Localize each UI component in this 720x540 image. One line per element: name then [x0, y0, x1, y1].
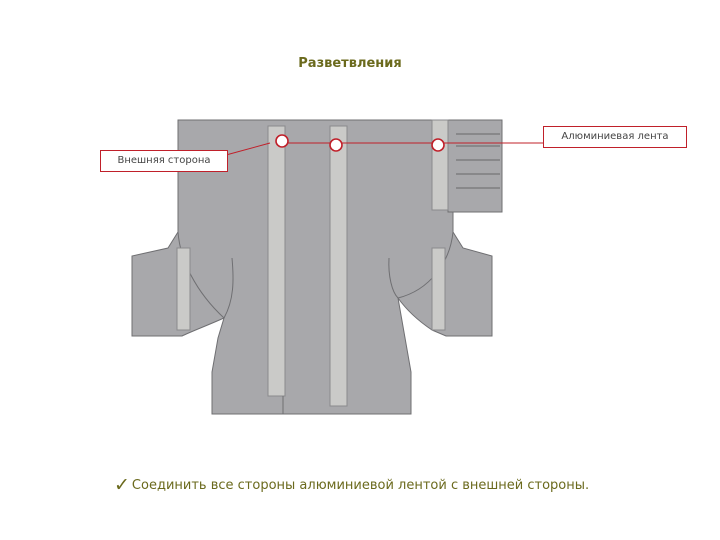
- outer-side-callout: Внешняя сторона: [100, 150, 228, 172]
- tape-strip-1: [268, 126, 285, 396]
- instruction-note: [114, 474, 694, 496]
- marker-circle-2: [330, 139, 342, 151]
- aluminum-tape-callout: Алюминиевая лента: [543, 126, 687, 148]
- diagram-title: Разветвления: [298, 56, 402, 71]
- tape-strip-3: [432, 120, 448, 210]
- tape-strip-2: [330, 126, 347, 406]
- marker-circle-3: [432, 139, 444, 151]
- instruction-text: Соединить все стороны алюминиевой лентой с внешней стороны.: [131, 478, 590, 493]
- checkmark-icon: ✓: [114, 474, 130, 496]
- tape-strip-right: [432, 248, 445, 330]
- tape-strip-left: [177, 248, 190, 330]
- marker-circle-1: [276, 135, 288, 147]
